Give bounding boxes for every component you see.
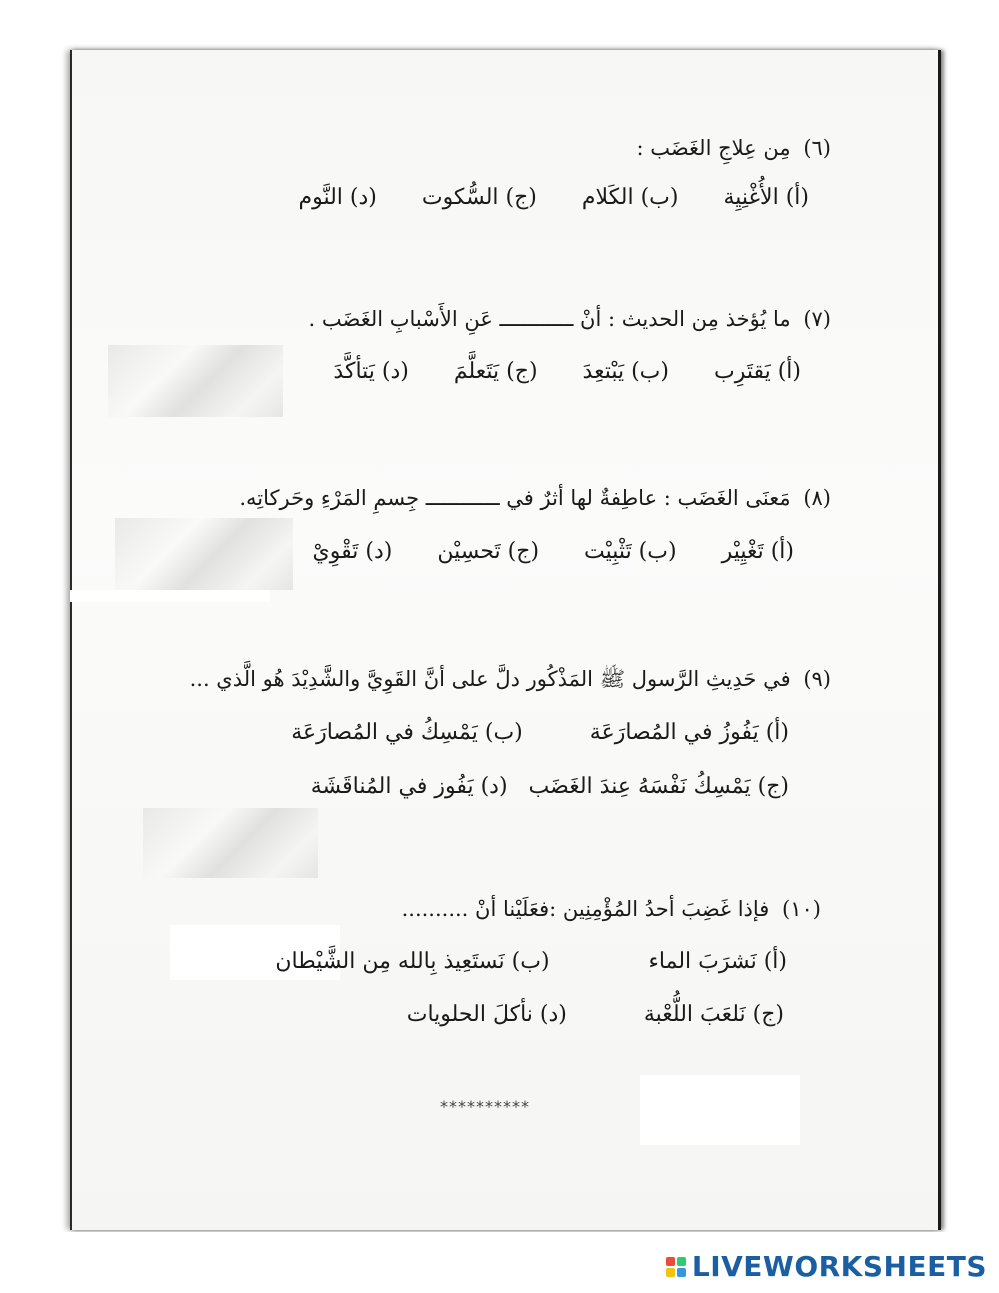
option-c[interactable]: (ج) السُّكوت (421, 185, 537, 210)
option-b[interactable]: (ب) الكَلام (581, 185, 679, 210)
option-d[interactable]: (د) النَّوم (298, 185, 377, 210)
option-d[interactable]: (د) يَتأكَّدَ (333, 359, 409, 384)
paper-crease (108, 345, 283, 417)
question-number: (٧) (803, 307, 831, 331)
question-text: مِن عِلاجِ الغَضَب : (636, 136, 791, 160)
brand-logo[interactable] (666, 1250, 987, 1283)
question-text: فإذا غَضِبَ أحدُ المُؤْمِنِين :فعَلَيْنا أنْ .......... (401, 897, 770, 921)
option-c[interactable]: (ج) يَتَعلَّمَ (453, 359, 538, 384)
question-10-options-row-1 (237, 947, 787, 977)
option-a[interactable]: (أ) يَقتَرِب (713, 359, 801, 384)
paper-patch (70, 590, 270, 602)
question-text: ما يُؤخذ مِن الحديث : أنْ ــــــــــــ عَنِ الأَسْبابِ الغَضَب . (308, 307, 791, 331)
option-c[interactable]: (ج) نَلعَبَ اللُّعْبة (643, 1002, 784, 1027)
option-d[interactable]: (د) يَفُوز في المُناقَشَة (310, 774, 508, 799)
option-b[interactable]: (ب) يَمْسِكُ في المُصارَعَة (291, 720, 523, 745)
worksheet-paper (70, 50, 941, 1230)
question-7-options (295, 357, 801, 387)
question-8-stem (239, 483, 831, 513)
question-number: (١٠) (782, 897, 821, 921)
question-number: (٩) (803, 667, 831, 691)
brand-name: LIVEWORKSHEETS (691, 1250, 987, 1283)
option-c[interactable]: (ج) يَمْسِكُ نَفْسَهُ عِندَ الغَضَب (528, 774, 789, 799)
brand-grid-icon (666, 1257, 686, 1277)
option-c[interactable]: (ج) تَحسِيْن (437, 539, 540, 564)
question-10-stem (402, 894, 821, 924)
question-number: (٨) (803, 486, 831, 510)
question-9-stem (190, 664, 831, 694)
option-d[interactable]: (د) نأكلَ الحلويات (406, 1002, 567, 1027)
question-number: (٦) (803, 136, 831, 160)
question-8-options (275, 537, 794, 567)
option-a[interactable]: (أ) يَفُوزُ في المُصارَعَة (589, 720, 789, 745)
question-10-options-row-2 (369, 1000, 784, 1030)
section-divider: ********** (440, 1097, 530, 1116)
paper-patch (640, 1075, 800, 1145)
option-b[interactable]: (ب) نَستَعِيذ بِالله مِن الشَّيْطان (275, 949, 550, 974)
paper-crease (143, 808, 318, 878)
option-a[interactable]: (أ) نَشرَبَ الماء (648, 949, 787, 974)
question-text: في حَدِيثِ الرَّسول ﷺ المَذْكُور دلَّ على أنَّ القَوِيَّ والشَّدِيْدَ هُو الَّذي ... (189, 667, 791, 691)
question-text: مَعنَى الغَضَب : عاطِفةٌ لها أثرٌ في ــــــــــــ جِسمِ المَرْءِ وحَركاتِه. (239, 486, 791, 510)
option-a[interactable]: (أ) الأُغْنِيِة (723, 185, 809, 210)
option-d[interactable]: (د) تَقْوِيْ (312, 539, 393, 564)
question-9-options-row-1 (253, 718, 789, 748)
option-a[interactable]: (أ) تَغْيِيْر (721, 539, 794, 564)
paper-crease (115, 518, 293, 590)
option-b[interactable]: (ب) تَثْبِيْت (584, 539, 677, 564)
question-9-options-row-2 (273, 772, 789, 802)
question-6-options (260, 183, 809, 213)
question-7-stem (309, 304, 831, 334)
question-6-stem (636, 133, 831, 163)
option-b[interactable]: (ب) يَبْتعِدَ (582, 359, 669, 384)
